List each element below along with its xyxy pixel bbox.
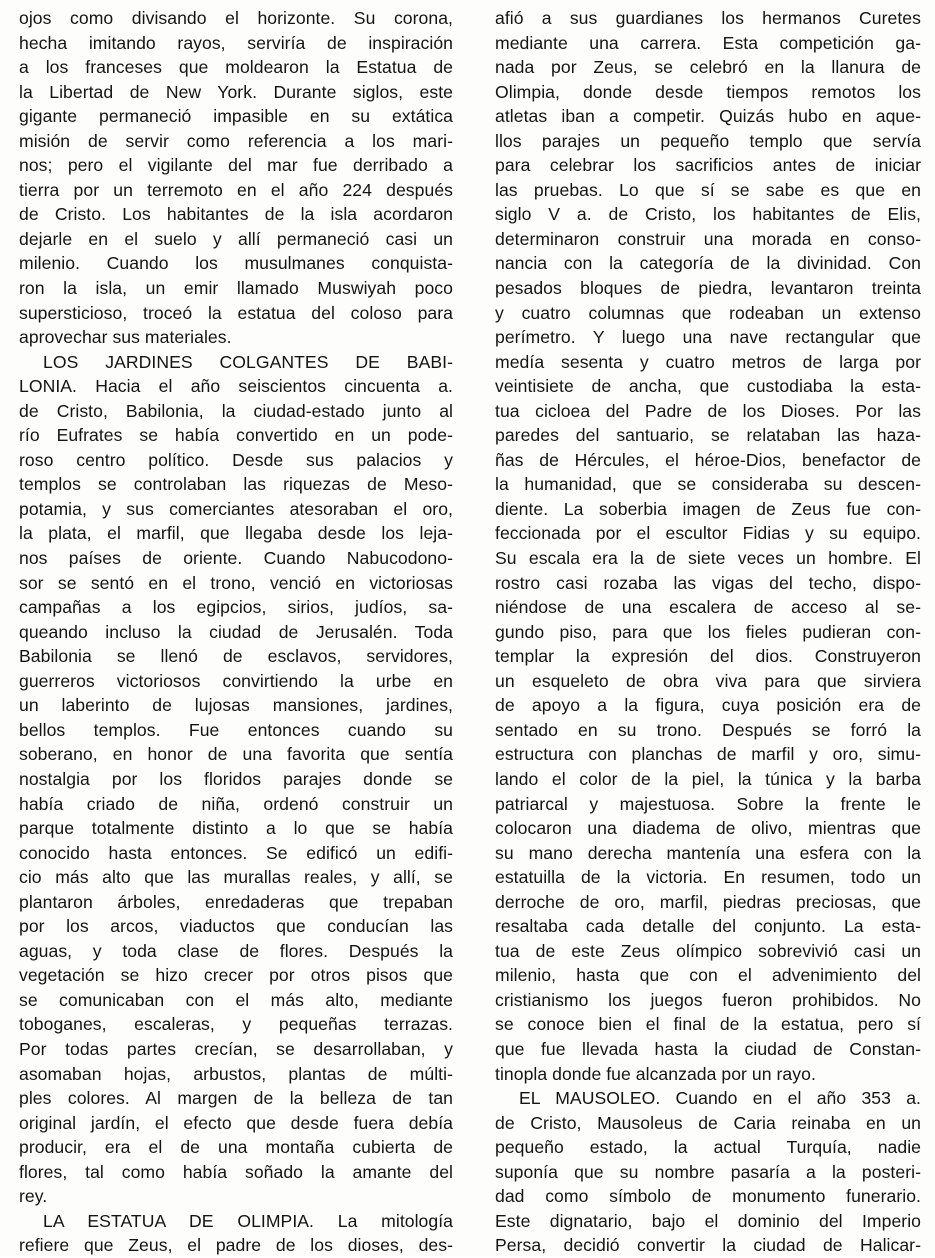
text-line: siglo V a. de Cristo, los habitantes de Elis, bbox=[495, 204, 921, 225]
text-line: perímetro. Y luego una nave rectangular que bbox=[495, 327, 921, 348]
text-line: la plata, el marfil, que llegaba desde los leja- bbox=[19, 523, 453, 544]
text-line: a los franceses que moldearon la Estatua de bbox=[19, 57, 453, 78]
text-line: cio más alto que las murallas reales, y allí, se bbox=[19, 867, 453, 888]
text-line: nancia con la categoría de la divinidad. Con bbox=[495, 253, 921, 274]
text-line: plantaron árboles, enredaderas que trepaban bbox=[19, 891, 453, 912]
text-line: Su escala era la de siete veces un hombre. El bbox=[495, 548, 921, 569]
text-line: aguas, y toda clase de flores. Después la bbox=[19, 940, 453, 961]
text-line: ñas de Hércules, el héroe-Dios, benefactor de bbox=[495, 449, 921, 470]
text-line: veintisiete de ancha, que custodiaba la esta- bbox=[495, 376, 921, 397]
text-line: resaltaba cada detalle del conjunto. La esta- bbox=[495, 916, 921, 937]
text-line: nos; pero el vigilante del mar fue derribado a bbox=[19, 155, 453, 176]
text-line: original jardín, el efecto que desde fuera debía bbox=[19, 1112, 453, 1133]
text-line: ojos como divisando el horizonte. Su corona, bbox=[19, 8, 453, 28]
text-line: nada por Zeus, se celebró en la llanura de bbox=[495, 57, 921, 78]
text-line: para celebrar los sacrificios antes de iniciar bbox=[495, 155, 921, 176]
text-line: afió a sus guardianes los hermanos Curetes bbox=[495, 8, 921, 28]
text-line: suponía que su nombre pasaría a la posteri- bbox=[495, 1161, 921, 1182]
text-line: Olimpia, donde desde tiempos remotos los bbox=[495, 81, 921, 102]
text-line: flores, tal como había soñado la amante del bbox=[19, 1161, 453, 1182]
section-heading-line: LOS JARDINES COLGANTES DE BABI- bbox=[43, 351, 453, 372]
section-heading-line: LA ESTATUA DE OLIMPIA. La mitología bbox=[43, 1210, 453, 1231]
text-line: potamia, y sus comerciantes atesoraban el oro, bbox=[19, 498, 453, 519]
text-line: milenio. Cuando los musulmanes conquista- bbox=[19, 253, 453, 274]
text-line: de Cristo, Mausoleus de Caria reinaba en un bbox=[495, 1112, 921, 1133]
text-line: llos parajes un pequeño templo que servía bbox=[495, 130, 921, 151]
text-line: queando incluso la ciudad de Jerusalén. Toda bbox=[19, 621, 453, 642]
text-line: templar la expresión del dios. Construyeron bbox=[495, 646, 921, 667]
text-line: atletas iban a competir. Quizás hubo en aque- bbox=[495, 106, 921, 127]
text-line: mediante una carrera. Esta competición ga- bbox=[495, 32, 921, 53]
text-line: tierra por un terremoto en el año 224 después bbox=[19, 179, 453, 200]
text-line: feccionada por el escultor Fidias y su equipo. bbox=[495, 523, 921, 544]
text-line: refiere que Zeus, el padre de los dioses, des- bbox=[19, 1235, 453, 1256]
text-line: Este dignatario, bajo el dominio del Imperio bbox=[495, 1210, 921, 1231]
text-line: patriarcal y majestuosa. Sobre la frente le bbox=[495, 793, 921, 814]
text-line: niéndose de una escalera de acceso al se- bbox=[495, 597, 921, 618]
text-line: su mano derecha mantenía una esfera con la bbox=[495, 842, 921, 863]
text-line: se comunicaban con el más alto, mediante bbox=[19, 989, 453, 1010]
text-line: ples colores. Al margen de la belleza de tan bbox=[19, 1088, 453, 1109]
text-line: que fue llevada hasta la ciudad de Constan- bbox=[495, 1038, 921, 1059]
text-line: de apoyo a la figura, cuya posición era de bbox=[495, 695, 921, 716]
text-column-left bbox=[19, 6, 453, 1258]
text-column-right bbox=[495, 6, 921, 1258]
text-line: un esqueleto de obra viva para que sirviera bbox=[495, 670, 921, 691]
section-heading-line: EL MAUSOLEO. Cuando en el año 353 a. bbox=[519, 1088, 921, 1109]
text-line: nostalgia por los floridos parajes donde se bbox=[19, 768, 453, 789]
text-line: Por todas partes crecían, se desarrollaban, y bbox=[19, 1038, 453, 1059]
text-line: medía sesenta y cuatro metros de larga por bbox=[495, 351, 921, 372]
text-line: tua de este Zeus olímpico sobrevivió casi un bbox=[495, 940, 921, 961]
text-line: dad como símbolo de monumento funerario. bbox=[495, 1186, 921, 1207]
text-line: parque totalmente distinto a lo que se había bbox=[19, 818, 453, 839]
text-line: las pruebas. Lo que sí se sabe es que en bbox=[495, 179, 921, 200]
text-line: rey. bbox=[19, 1186, 48, 1207]
text-line: rostro casi rozaba las vigas del techo, dispo- bbox=[495, 572, 921, 593]
text-line: y cuatro columnas que rodeaban un extenso bbox=[495, 302, 921, 323]
text-line: de Cristo. Los habitantes de la isla acordaron bbox=[19, 204, 453, 225]
text-line: hecha imitando rayos, serviría de inspiración bbox=[19, 32, 453, 53]
text-line: dejarle en el suelo y allí permaneció casi un bbox=[19, 228, 453, 249]
text-line: estructura con planchas de marfil y oro, simu- bbox=[495, 744, 921, 765]
text-line: había criado de niña, ordenó construir un bbox=[19, 793, 453, 814]
text-line: tua cicloea del Padre de los Dioses. Por las bbox=[495, 400, 921, 421]
text-line: soberano, en honor de una favorita que sentía bbox=[19, 744, 453, 765]
text-line: aprovechar sus materiales. bbox=[19, 327, 232, 348]
text-line: conocido hasta entonces. Se edificó un edifi- bbox=[19, 842, 453, 863]
text-line: pesados bloques de piedra, levantaron treinta bbox=[495, 278, 921, 299]
text-line: asomaban hojas, arbustos, plantas de múlti- bbox=[19, 1063, 453, 1084]
text-line: de Cristo, Babilonia, la ciudad-estado junto al bbox=[19, 400, 453, 421]
text-line: derroche de oro, marfil, piedras preciosas, que bbox=[495, 891, 921, 912]
text-line: gigante permaneció impasible en su extática bbox=[19, 106, 453, 127]
text-line: sentado en su trono. Después se forró la bbox=[495, 719, 921, 740]
text-line: pequeño estado, la actual Turquía, nadie bbox=[495, 1137, 921, 1158]
text-line: la Libertad de New York. Durante siglos, este bbox=[19, 81, 453, 102]
text-line: templos se controlaban las riquezas de Meso- bbox=[19, 474, 453, 495]
text-line: LONIA. Hacia el año seiscientos cincuenta a. bbox=[19, 376, 453, 397]
text-line: Babilonia se llenó de esclavos, servidores, bbox=[19, 646, 453, 667]
text-line: paredes del santuario, se relataban las haza- bbox=[495, 425, 921, 446]
text-line: colocaron una diadema de olivo, mientras que bbox=[495, 818, 921, 839]
text-line: misión de servir como referencia a los mari- bbox=[19, 130, 453, 151]
text-line: campañas a los egipcios, sirios, judíos, sa- bbox=[19, 597, 453, 618]
text-line: gundo piso, para que los fieles pudieran con- bbox=[495, 621, 921, 642]
text-line: determinaron construir una morada en conso- bbox=[495, 228, 921, 249]
text-line: se conoce bien el final de la estatua, pero sí bbox=[495, 1014, 921, 1035]
text-line: nos países de oriente. Cuando Nabucodono- bbox=[19, 548, 453, 569]
text-line: supersticioso, troceó la estatua del coloso para bbox=[19, 302, 453, 323]
text-line: estatuilla de la victoria. En resumen, todo un bbox=[495, 867, 921, 888]
text-line: tinopla donde fue alcanzada por un rayo. bbox=[495, 1063, 816, 1084]
text-line: toboganes, escaleras, y pequeñas terrazas. bbox=[19, 1014, 453, 1035]
text-line: diente. La soberbia imagen de Zeus fue con- bbox=[495, 498, 921, 519]
text-line: milenio, hasta que con el advenimiento del bbox=[495, 965, 921, 986]
text-line: vegetación se hizo crecer por otros pisos que bbox=[19, 965, 453, 986]
text-line: roso centro político. Desde sus palacios y bbox=[19, 449, 453, 470]
text-line: lando el color de la piel, la túnica y la barba bbox=[495, 768, 921, 789]
text-line: Persa, decidió convertir la ciudad de Halicar- bbox=[495, 1235, 921, 1256]
text-line: guerreros victoriosos convirtiendo la urbe en bbox=[19, 670, 453, 691]
text-line: la humanidad, que se consideraba su descen- bbox=[495, 474, 921, 495]
text-line: cristianismo los juegos fueron prohibidos. No bbox=[495, 989, 921, 1010]
text-line: por los arcos, viaductos que conducían las bbox=[19, 916, 453, 937]
text-line: río Eufrates se había convertido en un pode- bbox=[19, 425, 453, 446]
text-line: bellos templos. Fue entonces cuando su bbox=[19, 719, 453, 740]
text-line: ron la isla, un emir llamado Muswiyah poco bbox=[19, 278, 453, 299]
text-line: producir, era el de una montaña cubierta de bbox=[19, 1137, 453, 1158]
text-line: sor se sentó en el trono, venció en victoriosas bbox=[19, 572, 453, 593]
text-line: un laberinto de lujosas mansiones, jardines, bbox=[19, 695, 453, 716]
